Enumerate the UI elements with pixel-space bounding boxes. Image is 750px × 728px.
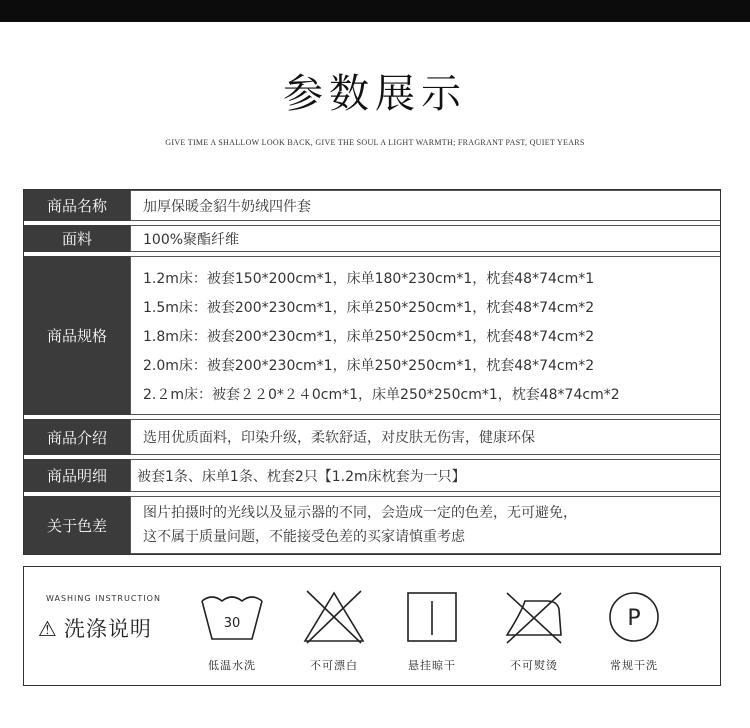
spec-row-fabric xyxy=(24,223,720,252)
spec-label-color: 关于色差 xyxy=(24,496,130,554)
page-subtitle: GIVE TIME A SHALLOW LOOK BACK, GIVE THE SOUL A LIGHT WARMTH; FRAGRANT PAST, QUIET YEARS xyxy=(165,138,585,147)
care-low-temp-wash xyxy=(192,589,272,673)
washing-title-wrap xyxy=(38,613,152,643)
size-line: 1.5m床：被套200*230cm*1，床单250*250cm*1，枕套48*74cm*2 xyxy=(143,299,595,316)
wash-temp-number: 30 xyxy=(223,616,241,631)
care-dry-clean xyxy=(594,589,674,673)
spec-label-detail: 商品明细 xyxy=(24,459,130,492)
spec-table xyxy=(23,189,721,555)
washing-title: 洗涤说明 xyxy=(63,617,152,641)
spec-value-detail: 被套1条、床单1条、枕套2只【1.2m床枕套为一只】 xyxy=(130,459,720,492)
spec-label-name: 商品名称 xyxy=(24,190,130,221)
spec-row-detail xyxy=(24,457,720,492)
size-line: 1.8m床：被套200*230cm*1，床单250*250cm*1，枕套48*74cm*2 xyxy=(143,328,595,345)
care-caption: 低温水洗 xyxy=(208,659,256,672)
size-line: 2.２m床：被套２２0*２４0cm*1，床单250*250cm*1，枕套48*74cm*2 xyxy=(143,386,620,403)
spec-row-size xyxy=(24,254,720,415)
care-caption: 常规干洗 xyxy=(610,659,658,672)
size-line: 2.0m床：被套200*230cm*1，床单250*250cm*1，枕套48*74cm*2 xyxy=(143,357,595,374)
dry-clean-letter: P xyxy=(627,606,641,631)
spec-value-size xyxy=(130,256,720,415)
spec-row-name xyxy=(24,190,720,221)
spec-label-size: 商品规格 xyxy=(24,256,130,415)
care-caption: 不可漂白 xyxy=(310,659,358,672)
color-note-line: 这不属于质量问题，不能接受色差的买家请慎重考虑 xyxy=(143,529,465,545)
care-hang-dry xyxy=(392,589,472,673)
care-no-bleach xyxy=(294,589,374,673)
spec-label-intro: 商品介绍 xyxy=(24,419,130,455)
spec-label-fabric: 面料 xyxy=(24,225,130,252)
no-bleach-icon xyxy=(301,589,367,645)
wash-tub-icon xyxy=(199,589,265,645)
warning-icon: ⚠ xyxy=(38,617,58,641)
spec-value-color xyxy=(130,496,720,554)
washing-panel xyxy=(23,566,721,686)
color-note-line: 图片拍摄时的光线以及显示器的不同，会造成一定的色差，无可避免， xyxy=(143,505,577,521)
spec-value-fabric: 100%聚酯纤维 xyxy=(130,225,720,252)
care-caption: 悬挂晾干 xyxy=(408,659,456,672)
top-bar xyxy=(0,0,750,22)
dry-clean-icon xyxy=(601,589,667,645)
washing-heading: WASHING INSTRUCTION xyxy=(46,594,161,603)
care-caption: 不可熨烫 xyxy=(510,659,558,672)
spec-row-color xyxy=(24,494,720,554)
spec-value-intro: 选用优质面料，印染升级，柔软舒适，对皮肤无伤害，健康环保 xyxy=(130,419,720,455)
size-line: 1.2m床：被套150*200cm*1，床单180*230cm*1，枕套48*74cm*1 xyxy=(143,270,595,287)
no-iron-icon xyxy=(501,589,567,645)
care-no-iron xyxy=(494,589,574,673)
hang-dry-icon xyxy=(399,589,465,645)
spec-row-intro xyxy=(24,417,720,455)
page-title: 参数展示 xyxy=(283,71,467,117)
spec-value-name: 加厚保暖金貂牛奶绒四件套 xyxy=(130,190,720,221)
